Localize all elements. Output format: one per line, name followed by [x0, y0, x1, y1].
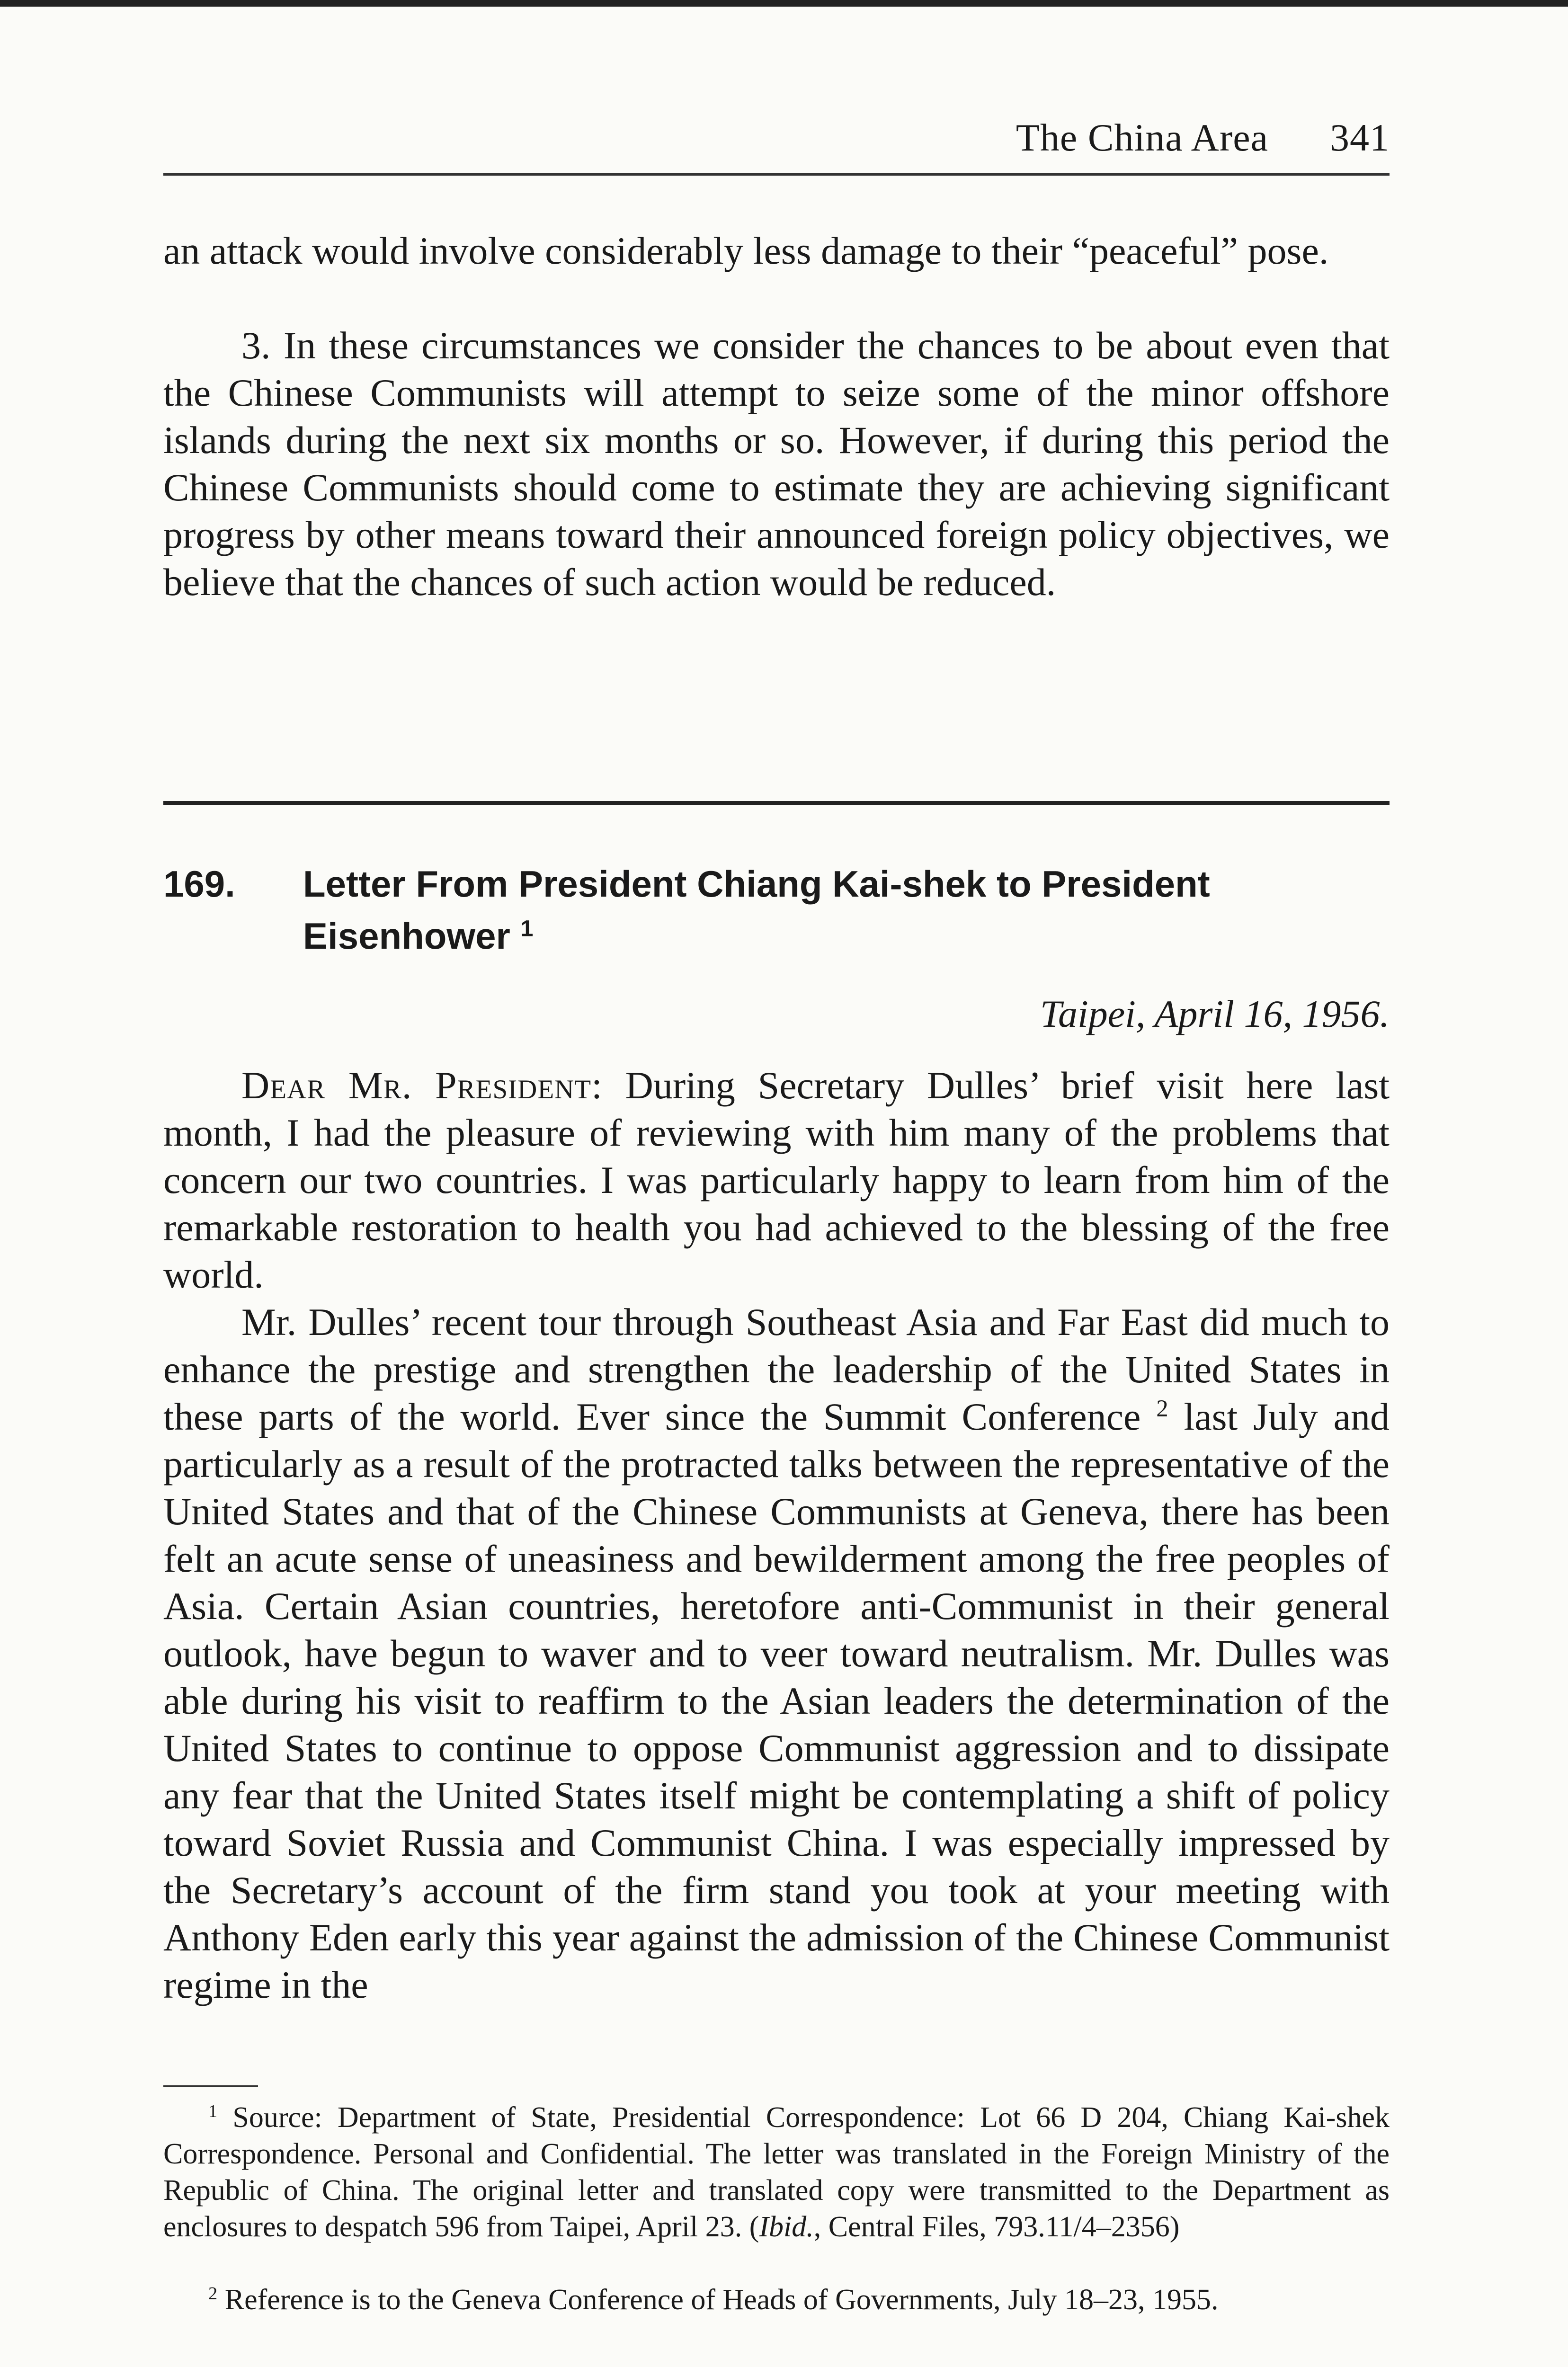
continuation-paragraph-2: 3. In these circumstances we consider the chances to be about even that the Chinese Communists will attempt to seize some of the minor offshore islands during the next six months or so. However, if during this period the Chinese Communists should come to estimate they are achieving significant progress by other means toward their announced foreign policy objectives, we believe that the chances of such action would be reduced.	[163, 324, 1390, 604]
footnote-1-citation: , Central Files, 793.11/4–2356)	[813, 2211, 1180, 2243]
footnote-1-text: Source: Department of State, Presidential Correspondence: Lot 66 D 204, Chiang Kai-shek Correspondence. Personal and Confidential. The letter was translated in the Foreign Ministry of the Republic of China. The original letter and translated copy were transmitted to the Department as enclosures to despatch 596 from Taipei, April 23. (	[163, 2101, 1390, 2243]
section-divider-rule	[163, 801, 1390, 805]
footnote-1	[163, 2100, 1390, 2245]
dateline: Taipei, April 16, 1956.	[1040, 992, 1390, 1035]
footnote-2-marker: 2	[208, 2283, 218, 2304]
document-title: Letter From President Chiang Kai-shek to President Eisenhower	[303, 863, 1210, 957]
letter-paragraph-2	[163, 1299, 1390, 2009]
page-number: 341	[1330, 116, 1390, 159]
running-head-section: The China Area	[1016, 116, 1268, 159]
document-page	[163, 0, 1390, 2367]
letter-paragraph-1-text: During Secretary Dulles’ brief visit here last month, I had the pleasure of reviewing with him many of the problems that concern our two countries. I was particularly happy to learn from him of the remarkable restoration to health you had achieved to the blessing of the free world.	[163, 1064, 1390, 1296]
document-number: 169.	[163, 863, 235, 905]
footnote-rule	[163, 2085, 258, 2087]
footnote-1-ibid: Ibid.	[759, 2211, 814, 2243]
document-title-block	[303, 858, 1392, 962]
letter-paragraph-2-start: Mr. Dulles’ recent tour through Southeast Asia and Far East did much to enhance the prestige and strengthen the leadership of the United States in these parts of the world. Ever since the Summit Conference	[163, 1300, 1390, 1438]
header-rule	[163, 173, 1390, 176]
salutation: Dear Mr. President:	[241, 1064, 603, 1107]
footnote-2	[163, 2282, 1390, 2318]
footnote-2-text: Reference is to the Geneva Conference of Heads of Governments, July 18–23, 1955.	[224, 2284, 1219, 2316]
continuation-paragraph-1: an attack would involve considerably less damage to their “peaceful” pose.	[163, 229, 1329, 272]
letter-paragraph-1	[163, 1062, 1390, 1299]
footnote-reference-1: 1	[520, 916, 534, 942]
footnote-1-marker: 1	[208, 2101, 218, 2121]
letter-paragraph-2-rest: last July and particularly as a result of the protracted talks between the representative of the United States and that of the Chinese Communists at Geneva, there has been felt an acute sense of uneasiness and bewilderment among the free peoples of Asia. Certain Asian countries, heretofore anti-Communist in their general outlook, have begun to waver and to veer toward neutralism. Mr. Dulles was able during his visit to reaffirm to the Asian leaders the determination of the United States to continue to oppose Communist aggression and to dissipate any fear that the United States itself might be contemplating a shift of policy toward Soviet Russia and Communist China. I was especially impressed by the Secretary’s account of the firm stand you took at your meeting with Anthony Eden early this year against the admission of the Chinese Communist regime in the	[163, 1395, 1390, 2006]
footnote-reference-2: 2	[1156, 1395, 1168, 1422]
running-head	[1016, 118, 1390, 157]
